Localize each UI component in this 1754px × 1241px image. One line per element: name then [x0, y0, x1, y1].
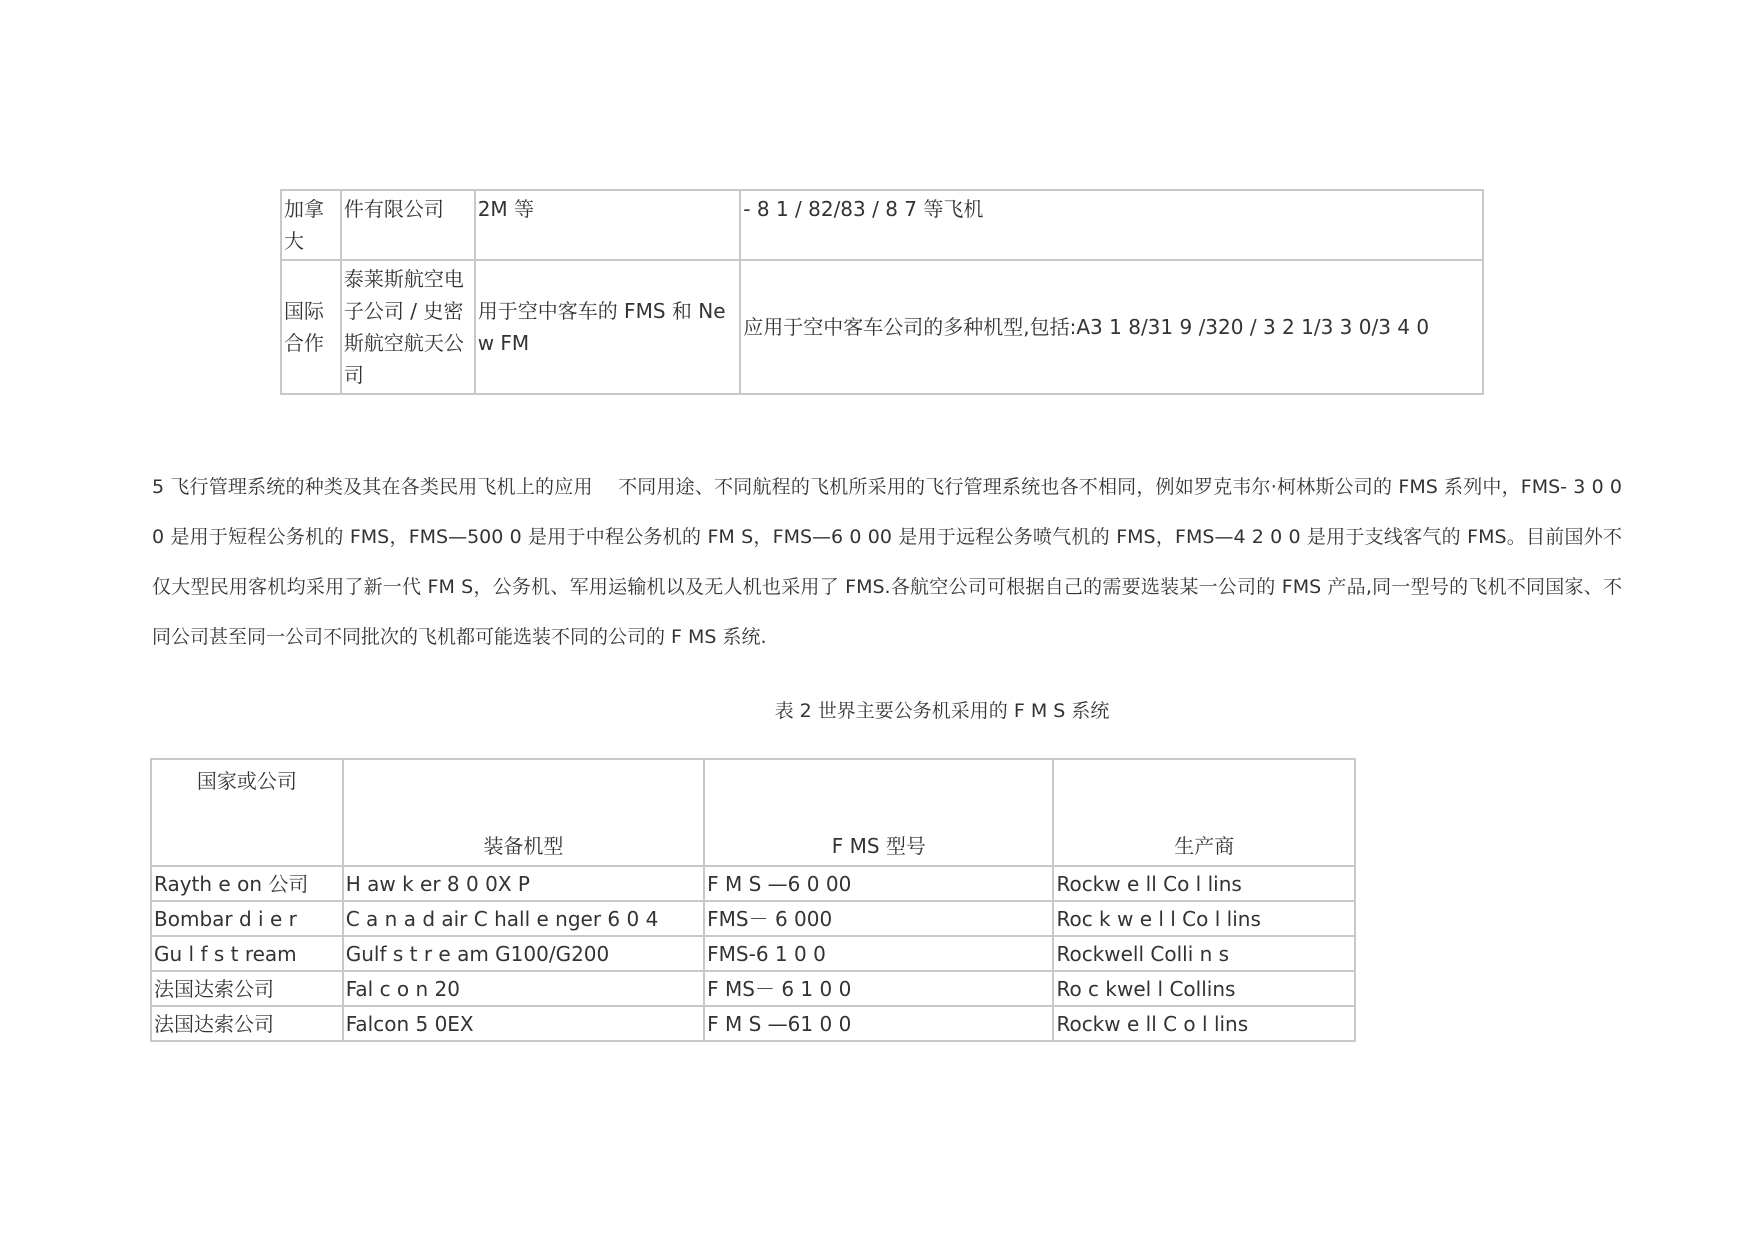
table-cell: 加拿大: [281, 190, 341, 260]
table-cell: Fal c o n 20: [343, 971, 704, 1006]
table-cell: Gulf s t r e am G100/G200: [343, 936, 704, 971]
table-cell: 国际合作: [281, 260, 341, 394]
table-cell: H aw k er 8 0 0X P: [343, 866, 704, 901]
table-cell: Rayth e on 公司: [151, 866, 343, 901]
table-cell: 2M 等: [475, 190, 741, 260]
table-cell: Bombar d i e r: [151, 901, 343, 936]
table-cell: 法国达索公司: [151, 1006, 343, 1041]
table-row: [281, 260, 1483, 394]
body-paragraph: 5 飞行管理系统的种类及其在各类民用飞机上的应用 不同用途、不同航程的飞机所采用的飞行管理系统也各不相同，例如罗克韦尔·柯林斯公司的 FMS 系列中，FMS- 3 0 0 0 是用于短程公务机的 FMS，FMS—500 0 是用于中程公务机的 FM S，FMS—6 0 00 是用于远程公务喷气机的 FMS，FMS—4 2 0 0 是用于支线客气的 FMS。目前国外不仅大型民用客机均采用了新一代 FM S，公务机、军用运输机以及无人机也采用了 FMS.各航空公司可根据自己的需要选装某一公司的 FMS 产品,同一型号的飞机不同国家、不同公司甚至同一公司不同批次的飞机都可能选装不同的公司的 F MS 系统.: [152, 476, 1622, 648]
table-cell: 件有限公司: [341, 190, 475, 260]
table-caption: 表 2 世界主要公务机采用的 F M S 系统: [774, 700, 1110, 722]
table-cell: Rockw e ll Co l lins: [1053, 866, 1355, 901]
table-row: [151, 901, 1355, 936]
table-cell: C a n a d air C hall e nger 6 0 4: [343, 901, 704, 936]
table-cell: Ro c kwel l Collins: [1053, 971, 1355, 1006]
table-cell: Gu l f s t ream: [151, 936, 343, 971]
header-aircraft-model: 装备机型: [343, 759, 704, 866]
table-row: [281, 190, 1483, 260]
table-cell: FMS-6 1 0 0: [704, 936, 1053, 971]
table-cell: 应用于空中客车公司的多种机型,包括:A3 1 8/31 9 /320 / 3 2 1/3 3 0/3 4 0: [740, 260, 1483, 394]
table-cell: 泰莱斯航空电子公司 / 史密斯航空航天公司: [341, 260, 475, 394]
table-cell: FMS－ 6 000: [704, 901, 1053, 936]
table-cell: F MS－ 6 1 0 0: [704, 971, 1053, 1006]
table-row: [151, 866, 1355, 901]
table-cell: Falcon 5 0EX: [343, 1006, 704, 1041]
aircraft-fms-table-continued: [280, 189, 1484, 395]
table-row: [151, 971, 1355, 1006]
table-cell: Roc k w e l l Co l lins: [1053, 901, 1355, 936]
table-cell: Rockwell Colli n s: [1053, 936, 1355, 971]
header-manufacturer: 生产商: [1053, 759, 1355, 866]
table-cell: F M S —6 0 00: [704, 866, 1053, 901]
header-country-company: 国家或公司: [151, 759, 343, 866]
table-cell: - 8 1 / 82/83 / 8 7 等飞机: [740, 190, 1483, 260]
business-jet-fms-table: [150, 758, 1356, 1042]
table-header-row: [151, 759, 1355, 866]
table-cell: 法国达索公司: [151, 971, 343, 1006]
table-cell: 用于空中客车的 FMS 和 Ne w FM: [475, 260, 741, 394]
table-cell: Rockw e ll C o l lins: [1053, 1006, 1355, 1041]
table-row: [151, 1006, 1355, 1041]
table-cell: F M S —61 0 0: [704, 1006, 1053, 1041]
table-row: [151, 936, 1355, 971]
header-fms-model: F MS 型号: [704, 759, 1053, 866]
